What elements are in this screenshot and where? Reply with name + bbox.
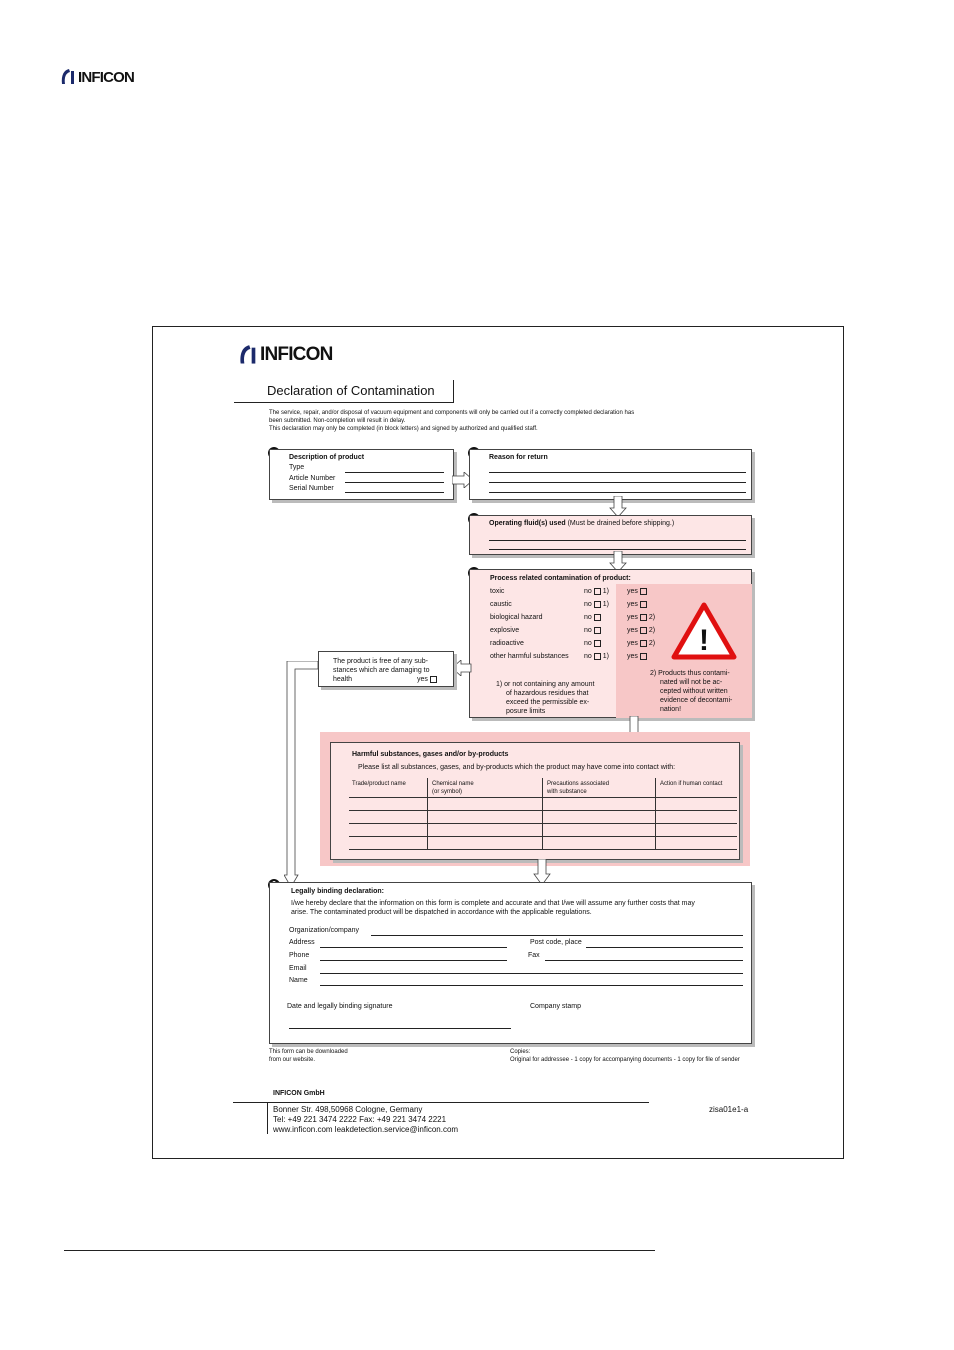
form-code: zisa01e1-a: [709, 1105, 749, 1114]
email-label: Email: [289, 965, 307, 972]
type-field[interactable]: [345, 472, 444, 473]
yes-checkbox[interactable]: [640, 627, 647, 634]
yes-option[interactable]: [627, 600, 647, 609]
no-checkbox[interactable]: [594, 640, 601, 647]
organization-label: Organization/company: [289, 927, 360, 934]
section-3-box: [469, 515, 752, 555]
section-2-title: Reason for return: [489, 454, 548, 461]
footer-divider: [267, 1102, 268, 1134]
column-header-chemical: [432, 780, 474, 796]
download-line: This form can be downloaded: [269, 1049, 348, 1055]
yes-checkbox[interactable]: [640, 653, 647, 660]
section-5-box: [330, 742, 740, 860]
footnote-ref: 2): [648, 627, 656, 634]
column-header-trade: Trade/product name: [352, 781, 406, 787]
type-label: Type: [289, 464, 305, 471]
no-checkbox[interactable]: [594, 601, 601, 608]
table-rule: [349, 810, 737, 811]
free-line: health: [333, 676, 353, 683]
connector-arrow-icon: [284, 661, 322, 891]
footnote-ref: 1): [602, 588, 609, 595]
yes-label: yes: [627, 614, 638, 621]
contamination-label: other harmful substances: [490, 653, 569, 660]
form-title: Declaration of Contamination: [267, 383, 435, 398]
section-3-title: Operating fluid(s) used: [489, 520, 566, 527]
footnote-line: evidence of decontami-: [660, 697, 733, 704]
inficon-logo-icon: [238, 344, 258, 366]
footnote-line: of hazardous residues that: [506, 690, 589, 697]
yes-label: yes: [627, 640, 638, 647]
free-of-substances-text: [333, 657, 430, 684]
form-logo: [238, 344, 333, 366]
form-logo-text: INFICON: [260, 344, 333, 365]
download-note: [269, 1048, 348, 1064]
footnote-ref: 1): [602, 653, 609, 660]
page-footer-rule: [64, 1250, 655, 1251]
signature-label: Date and legally binding signature: [287, 1003, 393, 1010]
no-label: no: [584, 601, 592, 608]
warning-glyph: !: [699, 624, 709, 657]
name-label: Name: [289, 977, 308, 984]
no-option[interactable]: [584, 587, 609, 596]
contamination-row-radioactive: [490, 639, 670, 652]
reason-field-2[interactable]: [489, 482, 746, 483]
section-6-title: Legally binding declaration:: [291, 888, 384, 895]
header-logo: [60, 68, 134, 86]
yes-label: yes: [627, 588, 638, 595]
header-line: (or symbol): [432, 789, 463, 795]
section-2-box: [469, 449, 752, 500]
declaration-text: [291, 899, 751, 917]
section-3-note: (Must be drained before shipping.): [567, 520, 675, 527]
table-rule: [349, 797, 737, 798]
company-stamp-label: Company stamp: [530, 1003, 581, 1010]
fluid-field-1[interactable]: [489, 540, 746, 541]
section-1-box: [269, 449, 454, 500]
column-header-action: Action if human contact: [660, 781, 723, 787]
no-label: no: [584, 614, 592, 621]
intro-line: The service, repair, and/or disposal of vacuum equipment and components will only be carried out if a correctly completed declaration has: [269, 410, 635, 416]
name-field[interactable]: [320, 985, 743, 986]
yes-checkbox[interactable]: [640, 640, 647, 647]
intro-line: been submitted. Non-completion will result in delay.: [269, 418, 406, 424]
section-4-title: Process related contamination of product:: [490, 575, 631, 582]
table-rule: [349, 823, 737, 824]
inficon-logo-icon: [60, 68, 76, 86]
no-label: no: [584, 653, 592, 660]
yes-label: yes: [627, 653, 638, 660]
free-yes-option[interactable]: [417, 675, 437, 684]
yes-option[interactable]: [627, 626, 655, 635]
article-number-field[interactable]: [345, 482, 444, 483]
footnote-line: cepted without written: [660, 688, 728, 695]
yes-option[interactable]: [627, 639, 655, 648]
no-checkbox[interactable]: [594, 614, 601, 621]
no-checkbox[interactable]: [594, 653, 601, 660]
title-divider: [453, 380, 454, 402]
fluid-field-2[interactable]: [489, 549, 746, 550]
yes-checkbox[interactable]: [430, 676, 437, 683]
header-logo-text: INFICON: [78, 68, 135, 86]
contamination-row-explosive: [490, 626, 670, 639]
copies-note: [510, 1048, 740, 1064]
yes-option[interactable]: [627, 613, 655, 622]
no-label: no: [584, 640, 592, 647]
no-label: no: [584, 627, 592, 634]
contamination-row-toxic: [490, 587, 670, 600]
fax-field[interactable]: [545, 960, 743, 961]
reason-field-1[interactable]: [489, 472, 746, 473]
no-option[interactable]: [584, 652, 609, 661]
section-3-heading: [489, 519, 674, 528]
footnote-ref: 2): [648, 614, 656, 621]
section-5-subtitle: Please list all substances, gases, and by-products which the product may have come into contact with:: [358, 764, 676, 771]
contamination-label: biological hazard: [490, 614, 543, 621]
contamination-label: caustic: [490, 601, 512, 608]
no-option[interactable]: [584, 613, 601, 622]
copies-line: Copies:: [510, 1049, 531, 1055]
title-underline: [234, 402, 454, 403]
no-option[interactable]: [584, 600, 609, 609]
declaration-line: I/we hereby declare that the information on this form is complete and accurate and that I/we will assume any further costs that may: [291, 900, 695, 907]
table-rule: [349, 849, 737, 850]
contamination-label: explosive: [490, 627, 520, 634]
footnote-line: 2) Products thus contami-: [650, 670, 730, 677]
header-line: Chemical name: [432, 781, 474, 787]
postcode-label: Post code, place: [530, 939, 582, 946]
free-line: The product is free of any sub-: [333, 658, 428, 665]
section-1-title: Description of product: [289, 454, 365, 461]
company-name: INFICON GmbH: [273, 1090, 325, 1097]
serial-number-label: Serial Number: [289, 485, 334, 492]
article-number-label: Article Number: [289, 475, 336, 482]
contamination-list: [490, 587, 670, 665]
no-label: no: [584, 588, 592, 595]
postcode-field[interactable]: [586, 947, 743, 948]
no-checkbox[interactable]: [594, 588, 601, 595]
footnote-ref: 2): [648, 640, 656, 647]
organization-field[interactable]: [371, 935, 743, 936]
footnote-line: nation!: [660, 706, 682, 713]
yes-label: yes: [627, 601, 638, 608]
table-divider: [542, 778, 543, 850]
intro-line: This declaration may only be completed (in block letters) and signed by authorized and qualified staff.: [269, 426, 538, 432]
footnote-2: [650, 669, 732, 714]
no-option[interactable]: [584, 626, 601, 635]
declaration-line: arise. The contaminated product will be dispatched in accordance with the applicable regulations.: [291, 909, 592, 916]
yes-checkbox[interactable]: [640, 614, 647, 621]
yes-checkbox[interactable]: [640, 588, 647, 595]
download-line: from our website.: [269, 1057, 316, 1063]
fax-label: Fax: [528, 952, 540, 959]
free-of-substances-box: [318, 651, 454, 687]
no-option[interactable]: [584, 639, 601, 648]
yes-option[interactable]: [627, 652, 647, 661]
address-line: Tel: +49 221 3474 2222 Fax: +49 221 3474 2221: [273, 1115, 447, 1124]
header-line: with substance: [547, 789, 587, 795]
table-divider: [427, 778, 428, 850]
intro-text: [269, 409, 759, 433]
yes-option[interactable]: [627, 587, 647, 596]
address-line: www.inficon.com leakdetection.service@inficon.com: [273, 1125, 459, 1134]
signature-field[interactable]: [289, 1028, 511, 1029]
footnote-line: posure limits: [506, 708, 546, 715]
free-line: stances which are damaging to: [333, 667, 430, 674]
section-4-box: [469, 569, 752, 718]
serial-number-field[interactable]: [345, 492, 444, 493]
footnote-1: [496, 680, 594, 716]
header-line: Precautions associated: [547, 781, 610, 787]
contamination-label: radioactive: [490, 640, 524, 647]
section-5-title: Harmful substances, gases and/or by-products: [352, 751, 509, 758]
phone-field[interactable]: [320, 960, 507, 961]
footnote-ref: 1): [602, 601, 609, 608]
no-checkbox[interactable]: [594, 627, 601, 634]
table-rule: [349, 836, 737, 837]
phone-label: Phone: [289, 952, 310, 959]
address-field[interactable]: [320, 947, 507, 948]
arrow-left-icon: [452, 660, 472, 676]
footnote-line: exceed the permissible ex-: [506, 699, 590, 706]
table-divider: [655, 778, 656, 850]
email-field[interactable]: [320, 973, 743, 974]
address-line: Bonner Str. 498,50968 Cologne, Germany: [273, 1105, 423, 1114]
address-label: Address: [289, 939, 315, 946]
contamination-label: toxic: [490, 588, 505, 595]
footnote-line: nated will not be ac-: [660, 679, 723, 686]
footnote-line: 1) or not containing any amount: [496, 681, 595, 688]
warning-triangle-icon: [671, 602, 737, 660]
copies-line: Original for addressee - 1 copy for accompanying documents - 1 copy for file of sender: [510, 1057, 740, 1063]
reason-field-3[interactable]: [489, 492, 746, 493]
contamination-row-caustic: [490, 600, 670, 613]
company-address: [273, 1105, 458, 1135]
footer-rule: [233, 1102, 649, 1103]
section-6-box: [269, 882, 752, 1044]
contamination-row-other: [490, 652, 670, 665]
column-header-precautions: [547, 780, 609, 796]
contamination-row-biological: [490, 613, 670, 626]
yes-label: yes: [627, 627, 638, 634]
yes-label: yes: [417, 676, 428, 683]
yes-checkbox[interactable]: [640, 601, 647, 608]
